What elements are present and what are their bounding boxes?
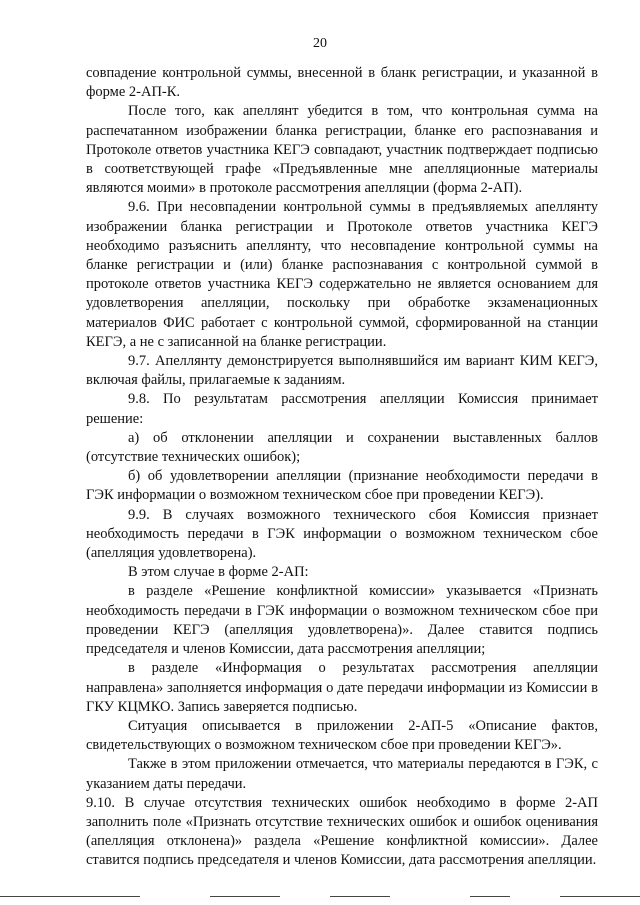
paragraph-9: В этом случае в форме 2-АП:: [128, 564, 309, 581]
paragraph-4: 9.7. Апеллянту демонстрируется выполнявшийся им вариант КИМ КЕГЭ, включая файлы, прилагаемые к заданиям.: [86, 353, 598, 389]
paragraph-1: совпадение контрольной суммы, внесенной в бланк регистрации, и указанной в форме 2-АП-К.: [86, 65, 598, 101]
paragraph-11: в разделе «Информация о результатах рассмотрения апелляции направлена» заполняется информация о дате передачи информации из Комиссии в ГКУ КЦМКО. Запись заверяется подписью.: [86, 660, 598, 715]
paragraph-6: а) об отклонении апелляции и сохранении выставленных баллов (отсутствие технических ошибок);: [86, 429, 598, 466]
paragraph-13: Также в этом приложении отмечается, что материалы передаются в ГЭК, с указанием даты передачи.: [86, 756, 598, 792]
paragraph-8: 9.9. В случаях возможного технического сбоя Комиссия признает необходимость передачи в ГЭК информации о возможном техническом сбое (апелляция удовлетворена).: [86, 506, 598, 562]
scan-edge-line: [470, 896, 510, 897]
paragraph-10: в разделе «Решение конфликтной комиссии» указывается «Признать необходимость передачи в ГЭК информации о возможном техническом сбое при проведении КЕГЭ (апелляция удовлетворена)». Далее ставится подпись председателя и членов Комиссии, дата рассмотрения апелляции;: [86, 583, 598, 658]
paragraph-5: 9.8. По результатам рассмотрения апелляции Комиссия принимает решение:: [86, 391, 598, 427]
scan-edge-line: [210, 896, 280, 897]
paragraph-2: После того, как апеллянт убедится в том, что контрольная сумма на распечатанном изображении бланка регистрации, бланке его распознавания и Протоколе ответов участника КЕГЭ совпадают, участник подтверждает подписью в соответствующей графе «Предъявленные мне апелляционные материалы являются моими» в протоколе рассмотрения апелляции (форма 2-АП).: [86, 103, 598, 197]
scan-edge-line: [330, 896, 390, 897]
paragraph-12: Ситуация описывается в приложении 2-АП-5 «Описание фактов, свидетельствующих о возможном техническом сбое при проведении КЕГЭ».: [86, 717, 598, 754]
page-number: 20: [313, 36, 327, 51]
paragraph-7: б) об удовлетворении апелляции (признание необходимости передачи в ГЭК информации о возможном техническом сбое при проведении КЕГЭ).: [86, 468, 598, 504]
paragraph-14: 9.10. В случае отсутствия технических ошибок необходимо в форме 2-АП заполнить поле «Признать отсутствие технических ошибок и ошибок оценивания (апелляция отклонена)» раздела «Решение конфликтной комиссии». Далее ставится подпись председателя и членов Комиссии, дата рассмотрения апелляции.: [86, 794, 598, 869]
scan-edge-line: [0, 896, 140, 897]
document-body: [86, 64, 598, 871]
paragraph-3: 9.6. При несовпадении контрольной суммы в предъявляемых апеллянту изображении бланка регистрации и Протоколе ответов участника КЕГЭ необходимо разъяснить апеллянту, что несовпадение контрольной суммы на бланке регистрации и (или) бланке распознавания с контрольной суммой в протоколе ответов участника КЕГЭ содержательно не является основанием для удовлетворения апелляции, поскольку при обработке экзаменационных материалов ФИС работает с контрольной суммой, сформированной на станции КЕГЭ, а не с записанной на бланке регистрации.: [86, 199, 598, 350]
scan-edge-line: [560, 896, 640, 897]
